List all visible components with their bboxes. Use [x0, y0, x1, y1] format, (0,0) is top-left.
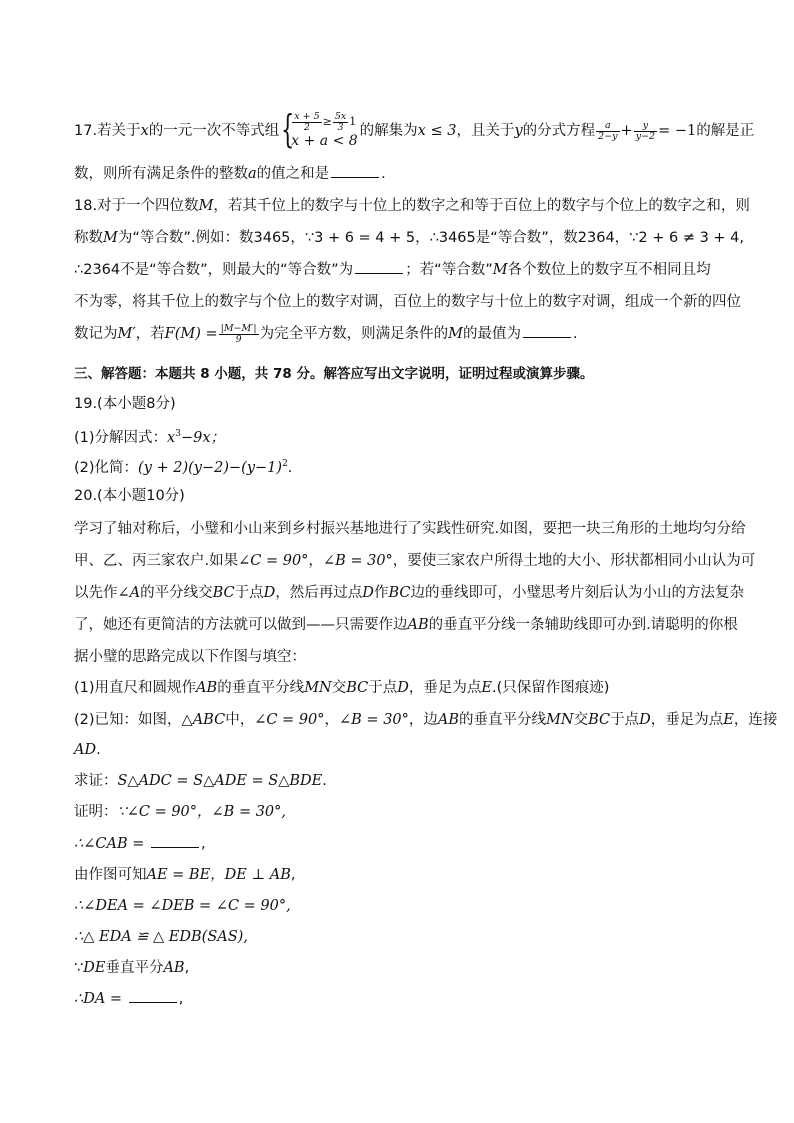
q20-step-4: ∴△ EDA ≌ △ EDB(SAS), [74, 929, 248, 945]
q18-line-1: 18.对于一个四位数M，若其千位上的数字与十位上的数字之和等于百位上的数字与个位上的数字之和，则 [74, 198, 750, 214]
q19-heading: 19.(本小题8分) [74, 396, 176, 412]
q20-step-6: ∴DA = , [74, 988, 724, 1010]
q20-part-1: (1)用直尺和圆规作AB的垂直平分线MN交BC于点D，垂足为点E.(只保留作图痕迹) [74, 680, 610, 696]
answer-blank[interactable] [331, 163, 379, 178]
q17-text: 的解集为 [359, 123, 418, 139]
answer-blank[interactable] [151, 833, 199, 848]
math-expr: x ≤ 3 [417, 123, 457, 139]
q20-step-3: ∴∠DEA = ∠DEB = ∠C = 90°, [74, 898, 291, 914]
q20-prove: 求证：S△ADC = S△ADE = S△BDE. [74, 773, 327, 789]
inequality-system: { $\frac{x + 5}{2}$ ≥ $\frac{5x}{3}$ 1 x + a < 8 [281, 107, 358, 151]
fraction: $\frac{y}{y-2}$ [635, 119, 656, 142]
q17-text: 17.若关于 [74, 123, 141, 139]
q17-text: 的解是正 [696, 123, 755, 139]
q20-part-2: (2)已知：如图，△ABC中，∠C = 90°，∠B = 30°，边AB的垂直平分线MN交BC于点D，垂足为点E，连接 [74, 712, 778, 728]
q20-part-2-cont: AD. [74, 742, 101, 758]
q20-text-5: 据小璧的思路完成以下作图与填空： [74, 649, 306, 665]
q17-line-1: 17.若关于x的一元一次不等式组 { $\frac{x + 5}{2}$ ≥ $\frac{5x}{3}$ 1 x + a < 8 的解集为x ≤ 3，且关于y的分式方程 $\frac{a}{2-y}$ + $\frac{y}{y-2}$ = −1的解是正 [74, 107, 755, 151]
math-var: y [514, 123, 523, 139]
q20-text-3: 以先作∠A的平分线交BC于点D，然后再过点D作BC边的垂线即可，小璧思考片刻后认为小山的方法复杂 [74, 585, 744, 601]
fraction: $\frac{a}{2-y}$ [598, 119, 618, 142]
q19-part-2: (2)化简：$(y + 2)(y-2)-(y-1)^2$. [74, 459, 293, 476]
q18-line-2: 称数M为“等合数”.例如：数3465，∵3 + 6 = 4 + 5，∴3465是“等合数”，数2364，∵2 + 6 ≠ 3 + 4, [74, 230, 745, 246]
q20-proof-start: 证明：∵∠C = 90°，∠B = 30°, [74, 804, 287, 820]
q17-text: 的分式方程 [522, 123, 596, 139]
answer-blank[interactable] [523, 323, 571, 338]
q18-line-4: 不为零，将其千位上的数字与个位上的数字对调，百位上的数字与十位上的数字对调，组成一个新的四位 [74, 294, 741, 310]
section-heading: 三、解答题：本题共 8 小题，共 78 分。解答应写出文字说明，证明过程或演算步骤。 [74, 366, 594, 382]
q20-text-2: 甲、乙、丙三家农户.如果∠C = 90°，∠B = 30°，要使三家农户所得土地的大小、形状都相同小山认为可 [74, 553, 756, 569]
q20-step-5: ∵DE垂直平分AB, [74, 960, 190, 976]
fraction: $\frac{|M-M'|}{9}$ [220, 322, 257, 345]
math-var: x [140, 123, 149, 139]
q20-text-1: 学习了轴对称后，小璧和小山来到乡村振兴基地进行了实践性研究.如图，要把一块三角形的土地均匀分给 [74, 521, 746, 537]
math-expr: = −1 [658, 123, 697, 139]
q20-text-4: 了，她还有更简洁的方法就可以做到——只需要作边AB的垂直平分线一条辅助线即可办到.请聪明的你根 [74, 617, 738, 633]
q20-step-2: 由作图可知AE = BE，DE ⊥ AB, [74, 867, 296, 883]
answer-blank[interactable] [355, 259, 403, 274]
q18-line-5: 数记为M′，若F(M) = $\frac{|M-M'|}{9}$ 为完全平方数，则满足条件的M的最值为 . [74, 322, 578, 345]
q17-text: 的一元一次不等式组 [148, 123, 280, 139]
q18-line-3: ∴2364不是“等合数”，则最大的“等合数”为 ；若“等合数”M各个数位上的数字互不相同且均 [74, 259, 724, 281]
q17-line-2: 数，则所有满足条件的整数a的值之和是 . [74, 163, 724, 185]
q20-heading: 20.(本小题10分) [74, 488, 185, 504]
q19-part-1: (1)分解因式：$x^3-9x$； [74, 429, 226, 446]
q20-step-1: ∴∠CAB = , [74, 833, 724, 855]
q17-text: ，且关于 [456, 123, 515, 139]
answer-blank[interactable] [129, 988, 177, 1003]
